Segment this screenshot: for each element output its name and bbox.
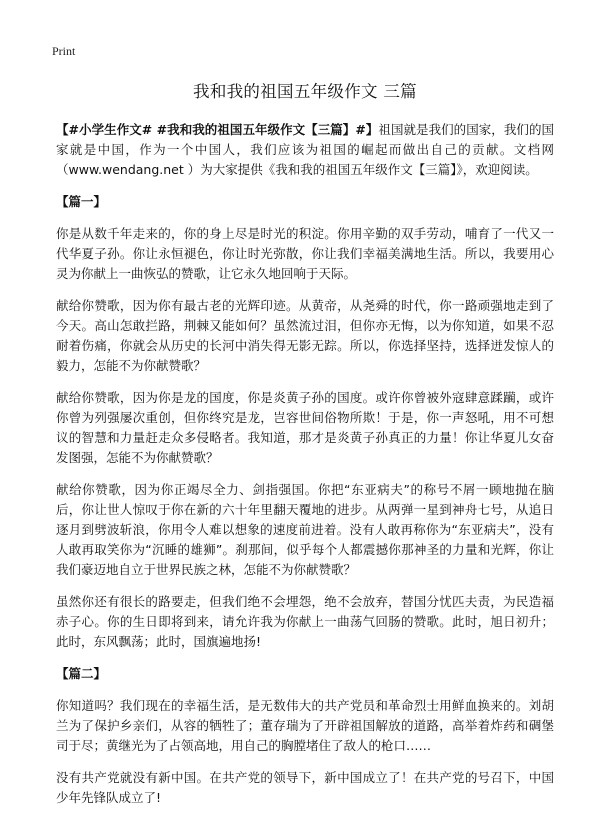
- paragraph: 你知道吗？我们现在的幸福生活，是无数伟大的共产党员和革命烈士用鲜血换来的。刘胡兰为了保护乡亲们，从容的牺牲了；董存瑞为了开辟祖国解放的道路，高举着炸药和碉堡司于尽；黄继光为了占领高地，用自己的胸膛堵住了敌人的枪口……: [56, 698, 554, 753]
- page-title: 我和我的祖国五年级作文 三篇: [193, 82, 417, 101]
- intro-text: 祖国就是我们的国家，我们的国家就是中国，作为一个中国人，我们应该为祖国的崛起而做出自己的贡献。文档网（www.wendang.net ）为大家提供《我和我的祖国五年级作文【三篇】》，欢迎阅读。: [56, 122, 554, 177]
- article: [56, 78, 554, 820]
- paragraph: 没有共产党就没有新中国。在共产党的领导下，新中国成立了！在共产党的号召下，中国少年先锋队成立了!: [56, 770, 554, 805]
- paragraph: 你是从数千年走来的，你的身上尽是时光的积淀。你用辛勤的双手劳动，哺育了一代又一代华夏子孙。你让永恒褪色，你让时光弥散，你让我们幸福美满地生活。所以，我要用心灵为你献上一曲恢弘的赞歌，让它永久地回响于天际。: [56, 226, 554, 281]
- section-heading-1: 【篇一】: [56, 194, 107, 209]
- paragraph: 虽然你还有很长的路要走，但我们绝不会埋怨，绝不会放弃，替国分忧匹夫责，为民造福赤子心。你的生日即将到来，请允许我为你献上一曲荡气回肠的赞歌。此时，旭日初升；此时，东风飘荡；此时，国旗遍地扬!: [56, 594, 554, 649]
- section-heading-2: 【篇二】: [56, 666, 107, 681]
- paragraph: 献给你赞歌，因为你正竭尽全力、剑指强国。你把“东亚病夫”的称号不屑一顾地抛在脑后，你让世人惊叹于你在新的六十年里翻天覆地的进步。从两弹一星到神舟七号，从追日逐月到劈波斩浪，你用令人难以想象的速度前进着。没有人敢再称你为“东亚病夫”，没有人敢再取笑你为“沉睡的雄狮”。刹那间，似乎每个人都震撼你那神圣的力量和光辉，你让我们豪迈地自立于世界民族之林，怎能不为你献赞歌？: [56, 482, 554, 577]
- paragraph: 献给你赞歌，因为你有最古老的光辉印迹。从黄帝，从尧舜的时代，你一路顽强地走到了今天。高山怎敢拦路，荆棘又能如何？虽然流过泪，但你亦无悔，以为你知道，如果不忍耐着伤痛，你就会从历史的长河中消失得无影无踪。所以，你选择坚持，选择迸发惊人的毅力，怎能不为你献赞歌？: [56, 298, 554, 373]
- paragraph: 献给你赞歌，因为你是龙的国度，你是炎黄子孙的国度。或许你曾被外寇肆意蹂躏，或许你曾为列强屡次重创，但你终究是龙，岂容世间俗物所欺！于是，你一声怒吼，用不可想议的智慧和力量赶走众多侵略者。我知道，那才是炎黄子孙真正的力量！你让华夏儿女奋发图强，怎能不为你献赞歌？: [56, 390, 554, 465]
- intro-tags: 【#小学生作文# #我和我的祖国五年级作文【三篇】#】: [56, 122, 379, 137]
- print-link[interactable]: Print: [52, 44, 76, 58]
- intro-paragraph: [56, 120, 554, 180]
